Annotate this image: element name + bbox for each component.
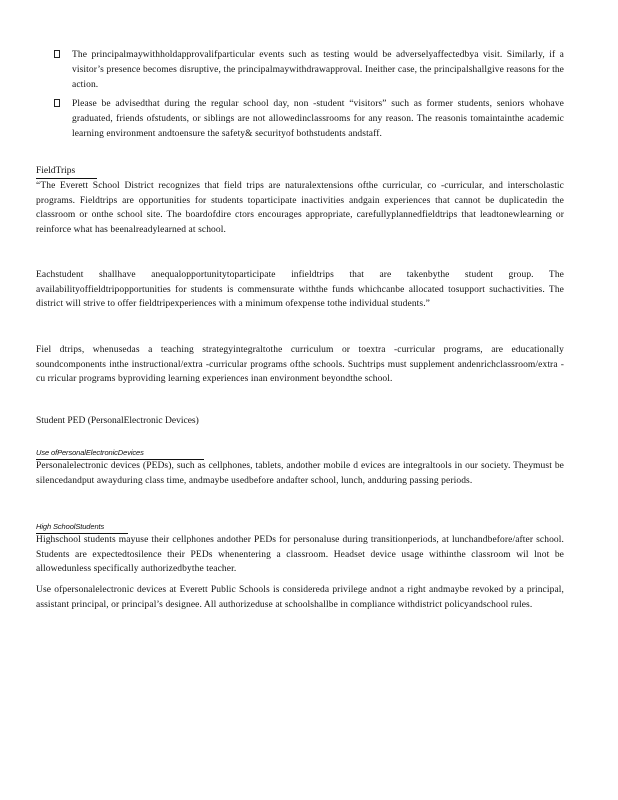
- high-school-paragraph: Highschool students mayuse their cellphones andother PEDs for personaluse during transitionperiods, at lunchandbefore/after school. Students are expectedtosilence their PEDs whenentering a classroom. Headset device usage withinthe classroom wil lnot be allowedunless specifically authorizedbythe teacher.: [36, 535, 564, 574]
- ped-policy-block: [36, 583, 564, 612]
- ped-policy-paragraph: Use ofpersonalelectronic devices at Everett Public Schools is considereda privilege andnot a right andmaybe revoked by a principal, assistant principal, or principal’s designee. All authorizeduse at schoolshallbe in compliance withdistrict policyandschool rules.: [36, 585, 564, 610]
- bullet-box-icon: [52, 48, 72, 59]
- bullet-box-icon: [52, 97, 72, 108]
- ped-section-heading: [36, 415, 564, 428]
- ped-heading: Student PED (PersonalElectronic Devices): [36, 416, 199, 426]
- bullet-text: Please be advisedthat during the regular school day, non -student “visitors” such as former students, seniors whohave graduated, friends ofstudents, or siblings are not allowedinclassrooms for any reason. The reasonis tomaintainthe academic learning environment andtoensure the safety& securityof bothstudents andstaff.: [72, 99, 564, 139]
- bullet-item: [52, 48, 564, 93]
- ped-use-block: [36, 459, 564, 488]
- field-trips-strategy-paragraph: Fiel dtrips, whenusedas a teaching strategyintegraltothe curriculum or toextra -curricular programs, are educationally soundcomponents inthe instructional/extra -curricular programs ofthe schools. Suchtrips must supplement andenrichclassroom/extra -cu rricular programs byproviding learning experiences inan environment beyondthe school.: [36, 345, 564, 384]
- field-trips-quote-block: [36, 179, 564, 237]
- bullet-item: [52, 97, 564, 142]
- high-school-subheading-block: [36, 520, 564, 534]
- ped-use-subheading: Use ofPersonalElectronicDevices: [36, 446, 204, 460]
- bullet-list: [52, 48, 564, 146]
- bullet-text: The principalmaywithholdapprovalifparticular events such as testing would be adverselyaffectedbya visit. Similarly, if a visitor’s presence becomes disruptive, the principalmaywithdrawapproval. Ineither case, the principalshallgive reasons for the action.: [72, 50, 564, 90]
- high-school-subheading: High SchoolStudents: [36, 520, 128, 534]
- field-trips-strategy-block: [36, 343, 564, 387]
- field-trips-quote-paragraph: “The Everett School District recognizes that field trips are naturalextensions ofthe curricular, co -curricular, and interscholastic programs. Fieldtrips are opportunities for students toparticipate inactivities andgain experiences that cannot be duplicatedin the classroom or onthe school site. The boardofdire ctors encourages appropriate, carefullyplannedfieldtrips that leadtonewlearning or reinforce what has beenalreadylearned at school.: [36, 181, 564, 235]
- ped-use-subheading-block: [36, 446, 564, 460]
- field-trips-heading: FieldTrips: [36, 165, 97, 179]
- field-trips-equal-block: [36, 268, 564, 312]
- high-school-block: [36, 533, 564, 577]
- field-trips-section-heading: [36, 165, 564, 179]
- ped-use-paragraph: Personalelectronic devices (PEDs), such as cellphones, tablets, andother mobile d evices are integraltools in our society. Theymust be silencedandput awayduring class time, andmaybe usedbefore andafter school, lunch, andduring passing periods.: [36, 461, 564, 486]
- field-trips-equal-paragraph: Eachstudent shallhave anequalopportunitytoparticipate infieldtrips that are takenbythe student group. The availabilityoffieldtripopportunities for students is commensurate withthe funds whichcanbe allocated tosupport suchactivities. The district will strive to offer fieldtripexperiences with a minimum ofexpense tothe individual students.”: [36, 270, 564, 309]
